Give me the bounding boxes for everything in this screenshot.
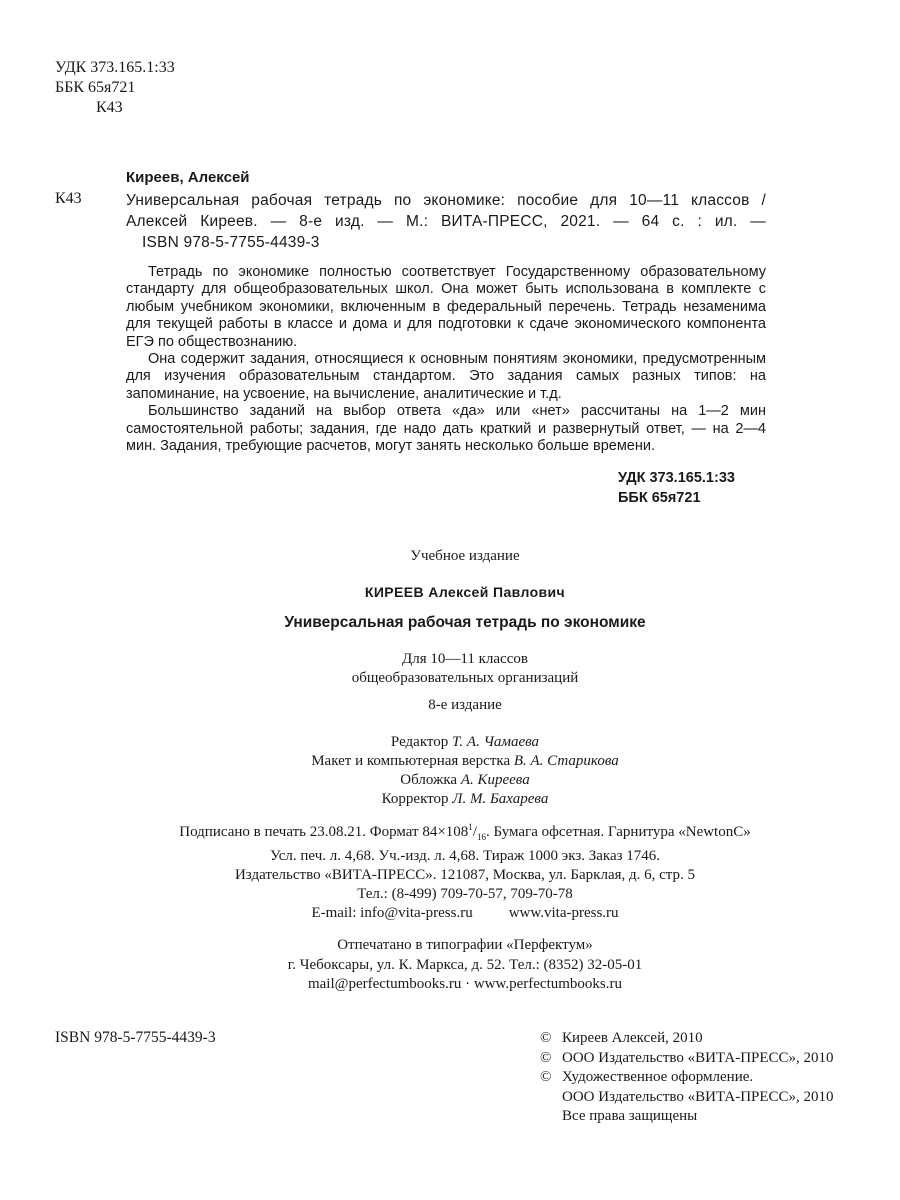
audience-line-2: общеобразовательных организаций bbox=[351, 670, 579, 686]
copyright-symbol: © bbox=[540, 1069, 552, 1085]
format-fraction-numerator: 1 bbox=[468, 822, 473, 832]
author-heading: Киреев, Алексей bbox=[126, 169, 250, 186]
abstract bbox=[126, 264, 766, 455]
format-fraction-denominator: 16 bbox=[476, 832, 486, 842]
printer-contacts: mail@perfectumbooks.ru · www.perfectumbooks.ru bbox=[307, 976, 622, 992]
copyright-text: ООО Издательство «ВИТА-ПРЕСС», 2010 bbox=[562, 1049, 834, 1066]
credit-role: Макет и компьютерная верстка bbox=[311, 753, 514, 769]
biblio-line-1: Универсальная рабочая тетрадь по экономике: пособие для 10—11 классов / bbox=[126, 192, 766, 209]
print-info-text: . Бумага офсетная. Гарнитура «NewtonC» bbox=[485, 824, 751, 840]
credit-cover bbox=[100, 771, 830, 790]
bbk-code-right: ББК 65я721 bbox=[618, 490, 701, 506]
credit-person: Л. М. Бахарева bbox=[452, 791, 549, 807]
publisher-phone: Тел.: (8-499) 709-70-57, 709-70-78 bbox=[357, 886, 573, 902]
copyright-symbol: © bbox=[540, 1030, 552, 1046]
credit-layout bbox=[100, 752, 830, 771]
biblio-line-2: Алексей Киреев. — 8-е изд. — М.: ВИТА-ПРЕСС, 2021. — 64 с. : ил. — bbox=[126, 213, 766, 230]
classification-codes-right bbox=[618, 468, 735, 508]
author-mark-left: К43 bbox=[55, 190, 82, 207]
printer-info bbox=[100, 936, 830, 995]
print-info-text: Подписано в печать 23.08.21. Формат 84×108 bbox=[179, 824, 469, 840]
classification-codes bbox=[55, 58, 175, 118]
printer-name: Отпечатано в типографии «Перфектум» bbox=[337, 937, 593, 953]
credit-person: А. Киреева bbox=[460, 772, 530, 788]
copyright-text: Художественное оформление. bbox=[562, 1069, 754, 1085]
udk-code-right: УДК 373.165.1:33 bbox=[618, 470, 735, 486]
copyright-text: Киреев Алексей, 2010 bbox=[562, 1030, 703, 1046]
edition-type: Учебное издание bbox=[410, 548, 520, 564]
author-mark-code: К43 bbox=[96, 99, 123, 116]
abstract-paragraph-1: Тетрадь по экономике полностью соответствует Государственному образовательному стандарту для общеобразовательных школ. Она может быть использована в комплекте с любым учебником экономики, включенным в федеральный перечень. Тетрадь незаменима для текущей работы в классе и дома и для подготовки к сдаче экономического компонента ЕГЭ по обществознанию. bbox=[126, 264, 766, 350]
credit-person: Т. А. Чамаева bbox=[452, 734, 540, 750]
biblio-line-3: ISBN 978-5-7755-4439-3 bbox=[142, 234, 320, 251]
edition-number: 8-е издание bbox=[428, 697, 502, 713]
bibliographic-description bbox=[126, 190, 766, 253]
copyright-symbol: © bbox=[540, 1049, 552, 1066]
print-info-line-1: Подписано в печать 23.08.21. Формат $84\times 108^1/_{16}$. Бумага офсетная. Гарнитура «NewtonC» bbox=[179, 822, 751, 842]
author-full-name: КИРЕЕВ Алексей Павлович bbox=[364, 584, 566, 600]
copyright-line bbox=[540, 1029, 834, 1049]
abstract-paragraph-2: Она содержит задания, относящиеся к основным понятиям экономики, предусмотренным для изучения образовательным стандартом. Это задания самых разных типов: на запоминание, на усвоение, на вычисление, аналитические и т.д. bbox=[126, 351, 766, 402]
credit-editor bbox=[100, 733, 830, 752]
copyright-line bbox=[540, 1049, 834, 1069]
bbk-code: ББК 65я721 bbox=[55, 79, 136, 96]
audience-line-1: Для 10—11 классов bbox=[402, 651, 528, 667]
publisher-email: E-mail: info@vita-press.ru bbox=[311, 905, 473, 921]
copyright-line bbox=[540, 1068, 834, 1088]
copyright-line: Все права защищены bbox=[562, 1108, 698, 1124]
credits bbox=[100, 733, 830, 809]
copyright-block bbox=[540, 1029, 834, 1127]
book-title: Универсальная рабочая тетрадь по экономике bbox=[284, 614, 646, 631]
credit-role: Обложка bbox=[400, 772, 461, 788]
udk-code: УДК 373.165.1:33 bbox=[55, 59, 175, 76]
credit-proofreader bbox=[100, 790, 830, 809]
printer-address: г. Чебоксары, ул. К. Маркса, д. 52. Тел.: (8352) 32-05-01 bbox=[287, 956, 643, 973]
publisher-website: www.vita-press.ru bbox=[508, 905, 619, 921]
isbn: ISBN 978-5-7755-4439-3 bbox=[55, 1029, 216, 1046]
print-info-line-2: Усл. печ. л. 4,68. Уч.-изд. л. 4,68. Тираж 1000 экз. Заказ 1746. bbox=[269, 848, 661, 864]
publisher-contacts bbox=[100, 904, 830, 923]
audience bbox=[100, 650, 830, 688]
credit-role: Редактор bbox=[390, 734, 453, 750]
credit-person: В. А. Старикова bbox=[513, 753, 619, 769]
publisher-info bbox=[100, 866, 830, 923]
publisher-address: Издательство «ВИТА-ПРЕСС». 121087, Москва, ул. Барклая, д. 6, стр. 5 bbox=[234, 867, 696, 883]
abstract-paragraph-3: Большинство заданий на выбор ответа «да» или «нет» рассчитаны на 1—2 мин самостоятельной работы; задания, где надо дать краткий и развернутый ответ, — на 2—4 мин. Задания, требующие расчетов, могут занять несколько больше времени. bbox=[126, 403, 766, 455]
credit-role: Корректор bbox=[381, 791, 453, 807]
copyright-line: ООО Издательство «ВИТА-ПРЕСС», 2010 bbox=[562, 1088, 834, 1105]
print-info bbox=[100, 818, 830, 866]
